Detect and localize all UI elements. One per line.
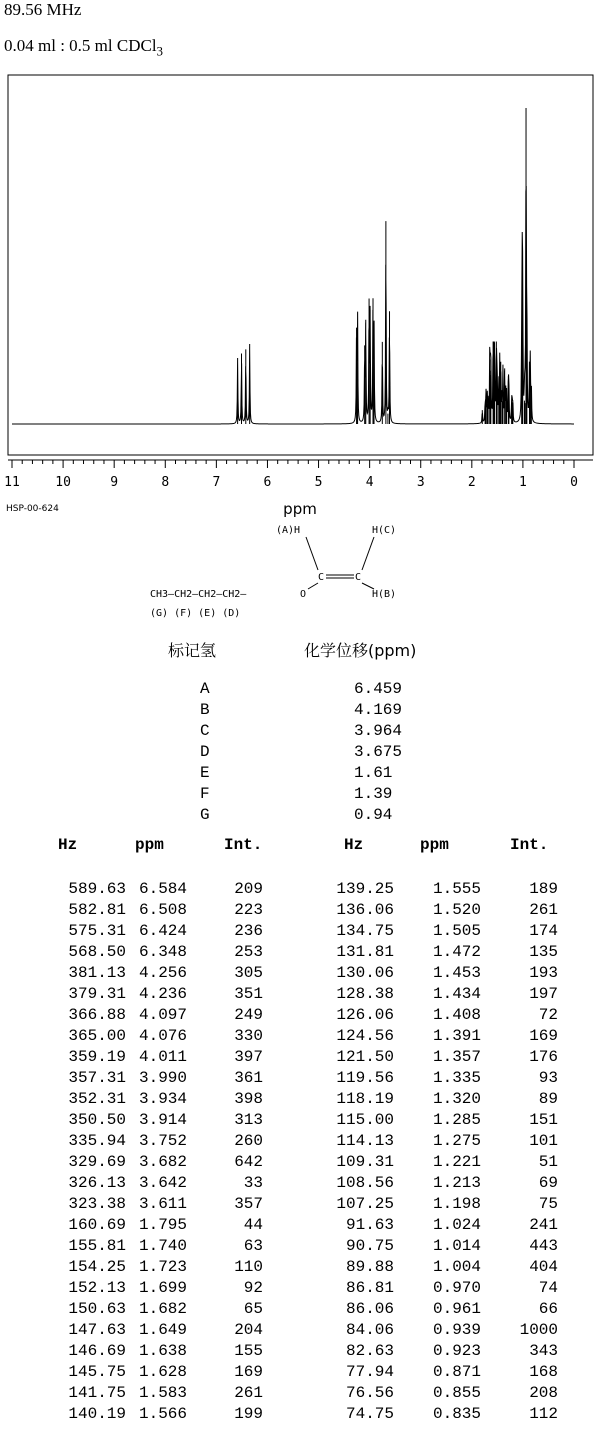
x-tick-label: 7 bbox=[212, 475, 221, 490]
peak-right-int: 197 bbox=[529, 985, 558, 1003]
peak-left-int: 209 bbox=[234, 880, 263, 898]
peak-right-hz: 91.63 bbox=[345, 1216, 394, 1234]
peak-right-hz: 139.25 bbox=[336, 880, 394, 898]
structure-bonds bbox=[306, 537, 374, 589]
peak-left-ppm: 3.914 bbox=[138, 1111, 187, 1129]
peak-right-ppm: 1.198 bbox=[432, 1195, 481, 1213]
x-tick-label: 4 bbox=[365, 475, 374, 490]
peak-right-ppm: 1.453 bbox=[432, 964, 481, 982]
peak-right-int: 75 bbox=[538, 1195, 558, 1213]
peak-left-int: 63 bbox=[243, 1237, 263, 1255]
peak-right-ppm: 1.275 bbox=[432, 1132, 481, 1150]
peaks-header-hz-left: Hz bbox=[58, 836, 78, 854]
x-tick-label: 11 bbox=[4, 475, 20, 490]
atom-hc: H(C) bbox=[372, 525, 397, 536]
peak-right-int: 72 bbox=[538, 1006, 558, 1024]
peak-left-hz: 359.19 bbox=[68, 1048, 126, 1066]
peak-left-hz: 141.75 bbox=[68, 1384, 126, 1402]
peak-left-hz: 160.69 bbox=[68, 1216, 126, 1234]
assign-label-g: G bbox=[200, 806, 210, 824]
peak-left-ppm: 1.682 bbox=[138, 1300, 187, 1318]
peak-right-hz: 131.81 bbox=[336, 943, 394, 961]
assign-shift-e: 1.61 bbox=[354, 764, 393, 782]
peak-left-hz: 575.31 bbox=[68, 922, 126, 940]
peak-left-int: 253 bbox=[234, 943, 263, 961]
x-tick-label: 2 bbox=[467, 475, 476, 490]
peak-left-ppm: 1.583 bbox=[138, 1384, 187, 1402]
x-tick-label: 0 bbox=[570, 475, 578, 490]
peak-right-int: 101 bbox=[529, 1132, 558, 1150]
sample-label bbox=[4, 36, 163, 59]
assign-shift-b: 4.169 bbox=[354, 701, 403, 719]
peak-left-hz: 582.81 bbox=[68, 901, 126, 919]
peak-right-ppm: 0.871 bbox=[432, 1363, 481, 1381]
nmr-spectrum bbox=[0, 70, 595, 520]
peak-right-int: 69 bbox=[538, 1174, 558, 1192]
peak-right-hz: 108.56 bbox=[336, 1174, 394, 1192]
peak-right-hz: 134.75 bbox=[336, 922, 394, 940]
peak-left-hz: 326.13 bbox=[68, 1174, 126, 1192]
peak-right-hz: 109.31 bbox=[336, 1153, 394, 1171]
atom-hb: H(B) bbox=[372, 589, 397, 600]
peak-right-int: 443 bbox=[529, 1237, 558, 1255]
peak-left-hz: 154.25 bbox=[68, 1258, 126, 1276]
peak-left-int: 236 bbox=[234, 922, 263, 940]
peak-right-ppm: 1.472 bbox=[432, 943, 481, 961]
peak-left-hz: 352.31 bbox=[68, 1090, 126, 1108]
peak-left-int: 642 bbox=[234, 1153, 263, 1171]
peak-left-int: 361 bbox=[234, 1069, 263, 1087]
peak-right-int: 208 bbox=[529, 1384, 558, 1402]
peaks-header-int-left: Int. bbox=[224, 836, 263, 854]
assign-shift-d: 3.675 bbox=[354, 743, 403, 761]
peak-right-hz: 115.00 bbox=[336, 1111, 394, 1129]
peak-left-ppm: 3.990 bbox=[138, 1069, 187, 1087]
peak-right-hz: 74.75 bbox=[345, 1405, 394, 1423]
peak-right-int: 89 bbox=[538, 1090, 558, 1108]
peak-right-hz: 136.06 bbox=[336, 901, 394, 919]
peak-left-hz: 568.50 bbox=[68, 943, 126, 961]
peak-right-ppm: 1.555 bbox=[432, 880, 481, 898]
peak-left-int: 92 bbox=[243, 1279, 263, 1297]
peak-left-int: 357 bbox=[234, 1195, 263, 1213]
peak-left-hz: 155.81 bbox=[68, 1237, 126, 1255]
x-tick-label: 9 bbox=[110, 475, 119, 490]
peak-right-int: 189 bbox=[529, 880, 558, 898]
sample-subscript: 3 bbox=[156, 43, 164, 59]
peaks-header-ppm-right: ppm bbox=[420, 836, 449, 854]
peak-left-ppm: 1.566 bbox=[138, 1405, 187, 1423]
peak-right-int: 176 bbox=[529, 1048, 558, 1066]
peak-right-ppm: 1.434 bbox=[432, 985, 481, 1003]
peak-left-int: 33 bbox=[243, 1174, 263, 1192]
peak-right-ppm: 1.505 bbox=[432, 922, 481, 940]
peak-left-ppm: 3.682 bbox=[138, 1153, 187, 1171]
peaks-header-ppm-left: ppm bbox=[135, 836, 164, 854]
peak-right-int: 241 bbox=[529, 1216, 558, 1234]
peaks-header-int-right: Int. bbox=[510, 836, 549, 854]
assign-header-hydrogen: 标记氢 bbox=[168, 641, 217, 660]
atom-ha: (A)H bbox=[276, 525, 301, 536]
peak-left-ppm: 4.236 bbox=[138, 985, 187, 1003]
peak-right-ppm: 1.014 bbox=[432, 1237, 481, 1255]
peak-right-int: 74 bbox=[538, 1279, 558, 1297]
peak-right-int: 404 bbox=[529, 1258, 558, 1276]
peak-left-hz: 379.31 bbox=[68, 985, 126, 1003]
peak-right-hz: 126.06 bbox=[336, 1006, 394, 1024]
peak-left-hz: 589.63 bbox=[68, 880, 126, 898]
peak-left-hz: 366.88 bbox=[68, 1006, 126, 1024]
x-axis-label: ppm bbox=[283, 500, 317, 518]
peak-left-int: 223 bbox=[234, 901, 263, 919]
peak-left-int: 351 bbox=[234, 985, 263, 1003]
peak-left-ppm: 3.752 bbox=[138, 1132, 187, 1150]
peak-left-int: 261 bbox=[234, 1384, 263, 1402]
peak-left-ppm: 1.638 bbox=[138, 1342, 187, 1360]
peak-right-hz: 124.56 bbox=[336, 1027, 394, 1045]
peak-left-ppm: 1.699 bbox=[138, 1279, 187, 1297]
peak-left-int: 260 bbox=[234, 1132, 263, 1150]
peak-right-hz: 84.06 bbox=[345, 1321, 394, 1339]
peak-right-int: 112 bbox=[529, 1405, 558, 1423]
spectrum-code: HSP-00-624 bbox=[6, 504, 59, 514]
x-tick-label: 5 bbox=[314, 475, 323, 490]
peak-right-hz: 76.56 bbox=[345, 1384, 394, 1402]
assign-shift-c: 3.964 bbox=[354, 722, 403, 740]
peak-left-hz: 335.94 bbox=[68, 1132, 126, 1150]
peak-right-hz: 90.75 bbox=[345, 1237, 394, 1255]
atom-o: O bbox=[300, 589, 307, 600]
peak-right-ppm: 1.335 bbox=[432, 1069, 481, 1087]
peak-right-int: 93 bbox=[538, 1069, 558, 1087]
peak-right-ppm: 0.939 bbox=[432, 1321, 481, 1339]
x-tick-label: 6 bbox=[263, 475, 272, 490]
peak-right-ppm: 1.391 bbox=[432, 1027, 481, 1045]
peak-left-ppm: 3.611 bbox=[138, 1195, 187, 1213]
peak-left-int: 305 bbox=[234, 964, 263, 982]
peak-left-int: 330 bbox=[234, 1027, 263, 1045]
peak-left-hz: 147.63 bbox=[68, 1321, 126, 1339]
assign-shift-f: 1.39 bbox=[354, 785, 393, 803]
peak-left-int: 204 bbox=[234, 1321, 263, 1339]
peak-left-int: 249 bbox=[234, 1006, 263, 1024]
sample-main: 0.04 ml : 0.5 ml CDCl bbox=[4, 36, 157, 55]
peak-right-ppm: 0.923 bbox=[432, 1342, 481, 1360]
peak-right-hz: 114.13 bbox=[336, 1132, 394, 1150]
atom-c2: C bbox=[355, 572, 362, 583]
peak-right-hz: 118.19 bbox=[336, 1090, 394, 1108]
peak-left-ppm: 6.508 bbox=[138, 901, 187, 919]
peak-right-ppm: 0.835 bbox=[432, 1405, 481, 1423]
peak-left-int: 155 bbox=[234, 1342, 263, 1360]
peak-right-int: 51 bbox=[538, 1153, 558, 1171]
peak-left-int: 313 bbox=[234, 1111, 263, 1129]
peak-left-hz: 150.63 bbox=[68, 1300, 126, 1318]
peak-right-int: 135 bbox=[529, 943, 558, 961]
peak-right-ppm: 0.855 bbox=[432, 1384, 481, 1402]
assign-label-b: B bbox=[200, 701, 210, 719]
peak-right-ppm: 1.213 bbox=[432, 1174, 481, 1192]
peak-left-ppm: 1.649 bbox=[138, 1321, 187, 1339]
peak-right-ppm: 1.004 bbox=[432, 1258, 481, 1276]
peak-left-hz: 350.50 bbox=[68, 1111, 126, 1129]
peak-left-int: 44 bbox=[243, 1216, 263, 1234]
peak-right-ppm: 1.520 bbox=[432, 901, 481, 919]
peak-right-ppm: 1.024 bbox=[432, 1216, 481, 1234]
peak-right-hz: 107.25 bbox=[336, 1195, 394, 1213]
assign-label-e: E bbox=[200, 764, 210, 782]
peak-left-int: 398 bbox=[234, 1090, 263, 1108]
peak-left-ppm: 1.740 bbox=[138, 1237, 187, 1255]
frequency-label: 89.56 MHz bbox=[4, 0, 82, 19]
peak-left-hz: 329.69 bbox=[68, 1153, 126, 1171]
assign-label-c: C bbox=[200, 722, 210, 740]
x-tick-label: 1 bbox=[518, 475, 527, 490]
peak-right-int: 1000 bbox=[519, 1321, 558, 1339]
peak-right-hz: 86.06 bbox=[345, 1300, 394, 1318]
peak-left-hz: 357.31 bbox=[68, 1069, 126, 1087]
x-tick-label: 8 bbox=[161, 475, 170, 490]
peak-left-int: 65 bbox=[243, 1300, 263, 1318]
peak-right-int: 193 bbox=[529, 964, 558, 982]
chain-labels: (G) (F) (E) (D) bbox=[150, 608, 241, 619]
peak-right-int: 261 bbox=[529, 901, 558, 919]
peak-left-int: 169 bbox=[234, 1363, 263, 1381]
atom-c1: C bbox=[318, 572, 325, 583]
peak-left-ppm: 3.642 bbox=[138, 1174, 187, 1192]
peak-right-ppm: 0.961 bbox=[432, 1300, 481, 1318]
peak-right-ppm: 1.285 bbox=[432, 1111, 481, 1129]
peak-left-ppm: 3.934 bbox=[138, 1090, 187, 1108]
peak-left-hz: 145.75 bbox=[68, 1363, 126, 1381]
assign-shift-a: 6.459 bbox=[354, 680, 403, 698]
peak-right-hz: 86.81 bbox=[345, 1279, 394, 1297]
peak-left-ppm: 6.424 bbox=[138, 922, 187, 940]
peak-right-ppm: 0.970 bbox=[432, 1279, 481, 1297]
peak-left-ppm: 1.723 bbox=[138, 1258, 187, 1276]
spectrum-trace bbox=[12, 108, 574, 424]
peak-right-hz: 82.63 bbox=[345, 1342, 394, 1360]
peak-left-int: 397 bbox=[234, 1048, 263, 1066]
peak-left-hz: 365.00 bbox=[68, 1027, 126, 1045]
assign-label-d: D bbox=[200, 743, 210, 761]
peak-right-int: 66 bbox=[538, 1300, 558, 1318]
assign-shift-g: 0.94 bbox=[354, 806, 393, 824]
alkyl-chain: CH3—CH2—CH2—CH2— bbox=[150, 589, 247, 600]
peak-left-hz: 152.13 bbox=[68, 1279, 126, 1297]
peak-right-ppm: 1.357 bbox=[432, 1048, 481, 1066]
peak-right-int: 174 bbox=[529, 922, 558, 940]
peak-right-ppm: 1.221 bbox=[432, 1153, 481, 1171]
peak-right-hz: 119.56 bbox=[336, 1069, 394, 1087]
molecule-structure bbox=[0, 515, 595, 635]
peak-right-int: 343 bbox=[529, 1342, 558, 1360]
peak-left-int: 110 bbox=[234, 1258, 263, 1276]
peak-left-ppm: 4.011 bbox=[138, 1048, 187, 1066]
peak-right-int: 168 bbox=[529, 1363, 558, 1381]
peak-left-hz: 140.19 bbox=[68, 1405, 126, 1423]
peak-left-ppm: 6.584 bbox=[138, 880, 187, 898]
peak-left-ppm: 1.628 bbox=[138, 1363, 187, 1381]
peak-right-ppm: 1.408 bbox=[432, 1006, 481, 1024]
assign-header-shift: 化学位移(ppm) bbox=[304, 641, 417, 660]
peak-right-ppm: 1.320 bbox=[432, 1090, 481, 1108]
peak-left-hz: 146.69 bbox=[68, 1342, 126, 1360]
peak-left-ppm: 4.097 bbox=[138, 1006, 187, 1024]
peak-left-int: 199 bbox=[234, 1405, 263, 1423]
peak-left-hz: 381.13 bbox=[68, 964, 126, 982]
peak-left-ppm: 6.348 bbox=[138, 943, 187, 961]
peak-right-hz: 77.94 bbox=[345, 1363, 394, 1381]
peak-right-hz: 130.06 bbox=[336, 964, 394, 982]
x-tick-label: 10 bbox=[55, 475, 71, 490]
peak-right-int: 151 bbox=[529, 1111, 558, 1129]
assign-label-f: F bbox=[200, 785, 210, 803]
peak-left-ppm: 1.795 bbox=[138, 1216, 187, 1234]
peak-right-int: 169 bbox=[529, 1027, 558, 1045]
peak-right-hz: 121.50 bbox=[336, 1048, 394, 1066]
peak-right-hz: 128.38 bbox=[336, 985, 394, 1003]
peak-left-ppm: 4.256 bbox=[138, 964, 187, 982]
peak-left-hz: 323.38 bbox=[68, 1195, 126, 1213]
peak-right-hz: 89.88 bbox=[345, 1258, 394, 1276]
peak-left-ppm: 4.076 bbox=[138, 1027, 187, 1045]
assign-label-a: A bbox=[200, 680, 210, 698]
x-axis-ticks bbox=[4, 460, 578, 490]
peaks-header-hz-right: Hz bbox=[344, 836, 364, 854]
x-tick-label: 3 bbox=[416, 475, 425, 490]
